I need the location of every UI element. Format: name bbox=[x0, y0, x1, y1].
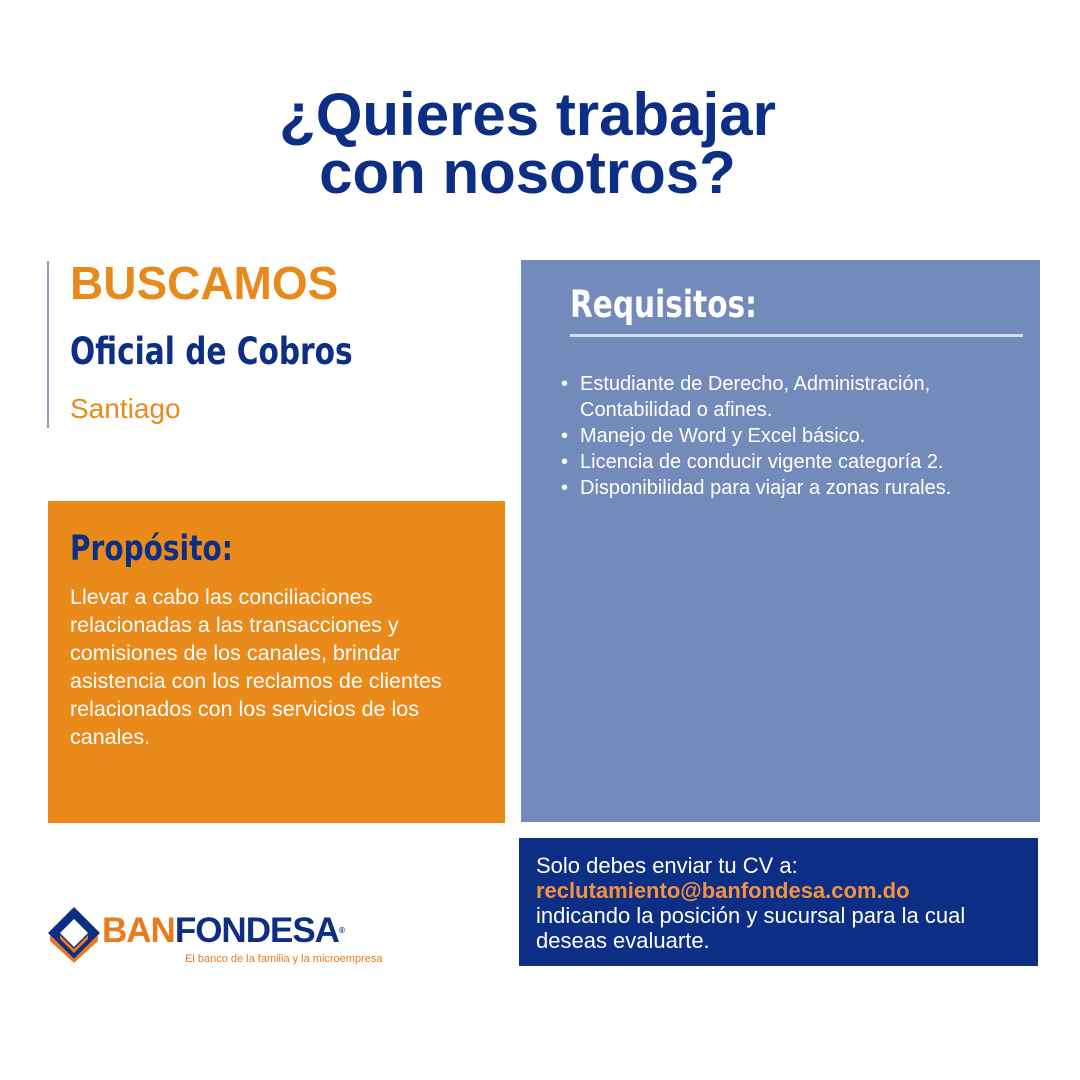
contact-panel bbox=[519, 838, 1038, 966]
requirements-underline bbox=[570, 334, 1023, 337]
list-item bbox=[561, 371, 1030, 423]
headline bbox=[0, 81, 1055, 206]
requirement-text: Estudiante de Derecho, Administración, Contabilidad o afines. bbox=[580, 373, 931, 421]
purpose-text: Llevar a cabo las conciliaciones relacionadas a las transacciones y comisiones de los canales, brindar asistencia con los reclamos de clientes relacionados con los servicios de los canales. bbox=[70, 585, 442, 749]
list-item bbox=[561, 475, 1030, 501]
requirements-list bbox=[561, 371, 1030, 501]
accent-divider bbox=[47, 261, 49, 428]
requirement-text: Licencia de conducir vigente categoría 2. bbox=[580, 451, 944, 473]
logo-word-ban: BAN bbox=[102, 911, 175, 950]
logo-mark-icon bbox=[46, 905, 102, 963]
requirements-panel bbox=[521, 260, 1040, 822]
banfondesa-logo bbox=[46, 905, 383, 970]
list-item bbox=[561, 423, 1030, 449]
logo-tagline: El banco de la familia y la microempresa bbox=[185, 953, 383, 965]
contact-email-link[interactable]: reclutamiento@banfondesa.com.do bbox=[536, 878, 910, 903]
contact-intro: Solo debes enviar tu CV a: bbox=[536, 853, 798, 878]
contact-outro: indicando la posición y sucursal para la cual deseas evaluarte. bbox=[536, 903, 966, 953]
job-title: Oficial de Cobros bbox=[70, 330, 353, 373]
bullet-icon: • bbox=[561, 373, 569, 395]
job-eyebrow: BUSCAMOS bbox=[70, 257, 339, 309]
list-item bbox=[561, 449, 1030, 475]
headline-line-1: ¿Quieres trabajar bbox=[279, 81, 776, 148]
requirement-text: Manejo de Word y Excel básico. bbox=[580, 425, 866, 447]
requirements-title: Requisitos: bbox=[570, 283, 757, 326]
requirement-text: Disponibilidad para viajar a zonas rurales. bbox=[580, 477, 952, 499]
logo-word-fondesa: FONDESA bbox=[174, 911, 339, 950]
registered-mark: ® bbox=[338, 926, 344, 935]
headline-line-2: con nosotros? bbox=[319, 139, 736, 206]
purpose-title: Propósito: bbox=[70, 529, 233, 569]
job-location: Santiago bbox=[70, 393, 181, 424]
bullet-icon: • bbox=[561, 477, 569, 499]
contact-text bbox=[536, 853, 1026, 953]
logo-wordmark bbox=[102, 911, 344, 951]
bullet-icon: • bbox=[561, 425, 569, 447]
bullet-icon: • bbox=[561, 451, 569, 473]
purpose-panel bbox=[48, 501, 505, 823]
